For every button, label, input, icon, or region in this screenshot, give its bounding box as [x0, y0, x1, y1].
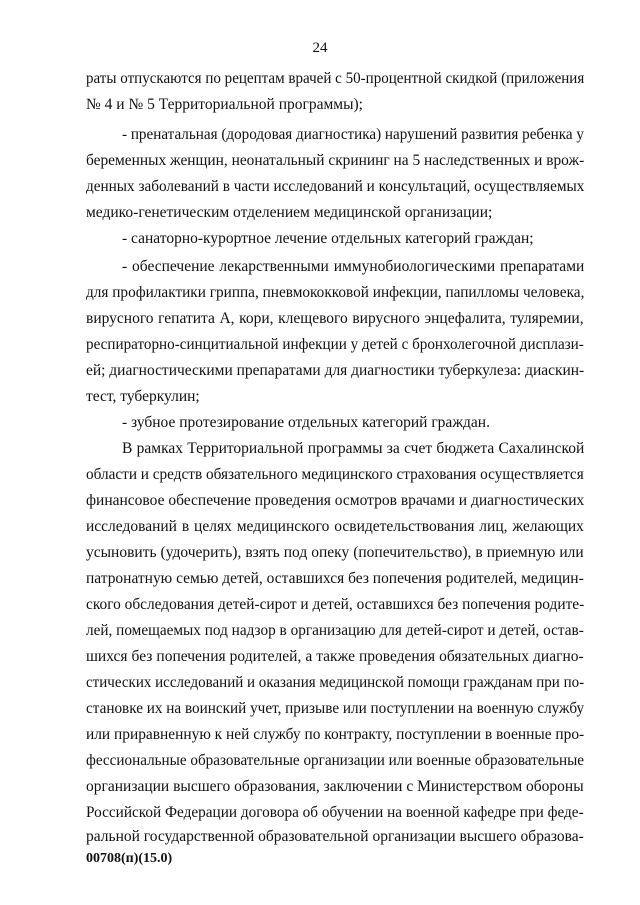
text-line: № 4 и № 5 Территориальной программы);: [86, 96, 363, 113]
text-line: Российской Федерации договора об обучении на военной кафедре при феде-: [86, 804, 584, 821]
text-line: беременных женщин, неонатальный скрининг на 5 наследственных и врож-: [86, 152, 585, 169]
text-line: фессиональные образовательные организации или военные образовательные: [86, 752, 585, 769]
text-line: - обеспечение лекарственными иммунобиологическими препаратами: [122, 258, 585, 275]
text-line: ей; диагностическими препаратами для диагностики туберкулеза: диаскин-: [86, 362, 585, 379]
text-line: шихся без попечения родителей, а также проведения обязательных диагно-: [86, 648, 584, 665]
page-number: 24: [312, 40, 328, 56]
text-line: раты отпускаются по рецептам врачей с 50-процентной скидкой (приложения: [86, 70, 585, 87]
text-line: - пренатальная (дородовая диагностика) нарушений развития ребенка у: [122, 126, 584, 143]
text-line: организации высшего образования, заключении с Министерством обороны: [86, 778, 584, 795]
text-line: исследований в целях медицинского освидетельствования лиц, желающих: [86, 518, 584, 535]
text-line: области и средств обязательного медицинского страхования осуществляется: [86, 466, 584, 483]
text-line: вирусного гепатита А, кори, клещевого вирусного энцефалита, туляремии,: [86, 310, 584, 327]
text-line: - санаторно-курортное лечение отдельных категорий граждан;: [122, 230, 534, 247]
text-line: В рамках Территориальной программы за счет бюджета Сахалинской: [122, 440, 585, 457]
text-line: стических исследований и оказания медицинской помощи гражданам при по-: [86, 674, 585, 691]
text-line: - зубное протезирование отдельных категорий граждан.: [122, 414, 490, 431]
text-line: усыновить (удочерить), взять под опеку (попечительство), в приемную или: [86, 544, 584, 561]
text-line: ральной государственной образовательной организации высшего образова-: [86, 828, 584, 845]
text-line: лей, помещаемых под надзор в организацию для детей-сирот и детей, остав-: [86, 622, 584, 639]
text-line: становке их на воинский учет, призыве или поступлении на военную службу: [86, 700, 585, 717]
text-line: тест, туберкулин;: [86, 388, 200, 405]
text-line: патронатную семью детей, оставшихся без попечения родителей, медицин-: [86, 570, 584, 587]
text-line: респираторно-синцитиальной инфекции у детей с бронхолегочной дисплази-: [86, 336, 584, 353]
text-line: финансовое обеспечение проведения осмотров врачами и диагностических: [86, 492, 585, 509]
document-code: 00708(п)(15.0): [86, 851, 173, 866]
text-line: денных заболеваний в части исследований и консультаций, осуществляемых: [86, 178, 585, 195]
text-line: или приравненную к ней службу по контракту, поступлении в военные про-: [86, 726, 585, 743]
text-line: ского обследования детей-сирот и детей, оставшихся без попечения родите-: [86, 596, 585, 613]
text-line: медико-генетическим отделением медицинской организации;: [86, 204, 493, 221]
text-line: для профилактики гриппа, пневмококковой инфекции, папилломы человека,: [86, 284, 585, 301]
